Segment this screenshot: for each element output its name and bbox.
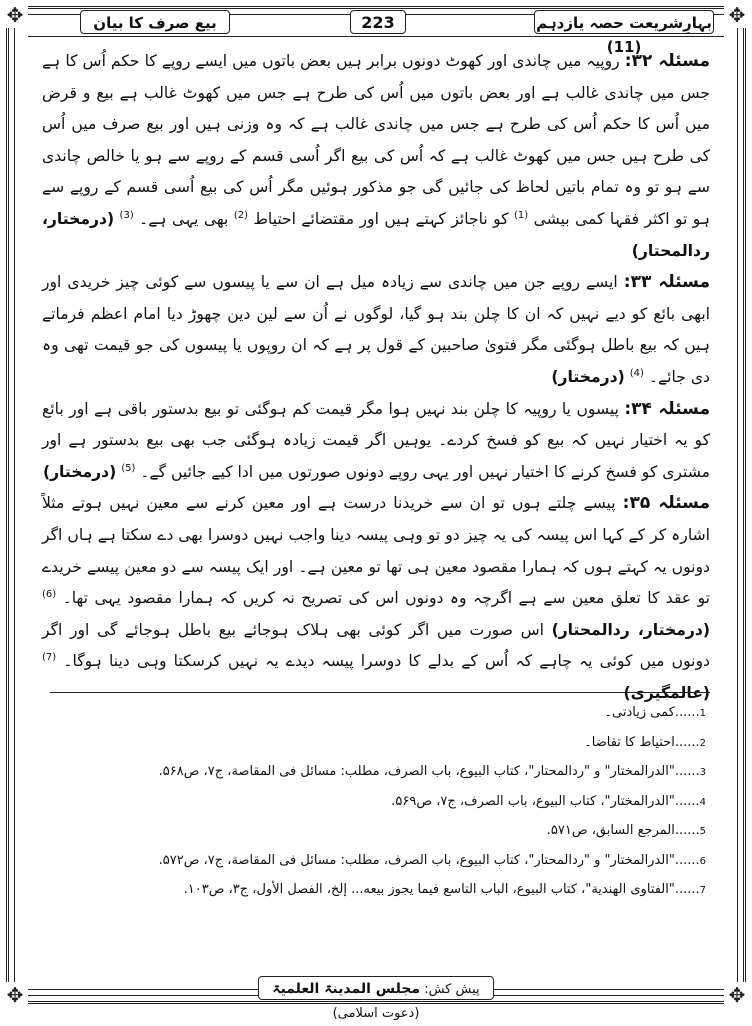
corner-ornament-icon: ✥ (724, 2, 750, 28)
reference: (درمختار، ردالمحتار) (551, 620, 710, 639)
paragraph-text: روپیہ میں چاندی اور کھوٹ دونوں برابر ہیں بعض باتوں میں ایسے روپے کا حکم اُس کا ہے جس میں چاندی غالب ہے اور بعض باتوں میں اُس کی طرح ہے جس میں کھوٹ غالب ہے بیع و قرض میں اُس کا حکم اُس کی طرح ہے جس میں چاندی غالب ہے کہ وہ وزنی ہیں اور بیع صرف میں اُس کی طرح ہیں جس میں کھوٹ غالب ہے کہ اُس کی بیع اگر اُسی قسم کے روپے سے ہو یا خالص چاندی سے ہو تو وہ تمام باتیں لحاظ کی جائیں گی جو مذکور ہوئیں مگر اُس کی بیع اُسی قسم کے روپے سے ہو تو اکثر فقہا کمی بیشی (42, 52, 710, 228)
paragraph-masla-35 (42, 488, 710, 709)
reference: (درمختار) (42, 462, 117, 481)
paragraph-text: پیسے چلتے ہوں تو ان سے خریدنا درست ہے اور معین کرنے سے معین نہیں ہوتے مثلاً اشارہ کر کے کہا اس پیسہ کی یہ چیز دو تو وہی پیسہ دینا واجب نہیں دوسرا بھی دے سکتا ہے ہاں اگر دونوں یہ کہتے ہوں کہ ہمارا مقصود معین ہی تھا تو معین ہے۔ اور ایک پیسہ سے دو معین پیسے خریدے تو عقد کا تعلق معین سے ہے اگرچہ وہ دونوں اس کی تصریح نہ کریں کہ ہمارا مقصود یہی تھا۔ (42, 494, 710, 608)
paragraph-masla-33 (42, 267, 710, 393)
paragraph-masla-32 (42, 46, 710, 267)
paragraph-text: ایسے روپے جن میں چاندی سے زیادہ میل ہے ان سے یا پیسوں سے کوئی چیز خریدی اور ابھی بائع کو دیے نہیں کہ ان کا چلن بند ہو گیا، لوگوں نے اُن سے لین دین چھوڑ دیا امام اعظم فرماتے ہیں کہ بیع باطل ہوگئی مگر فتویٰ صاحبین کے قول پر ہے کہ ان روپوں یا پیسوں کی جو قیمت تھی وہ دی جائے۔ (42, 273, 710, 386)
footnotes (60, 698, 706, 905)
footnote-divider (50, 692, 710, 693)
reference: (عالمگیری) (623, 683, 710, 702)
masla-label: مسئلہ ۳۵: (622, 493, 710, 514)
footnote-marker[interactable]: (2) (233, 209, 249, 221)
page-number: 223 (350, 10, 406, 34)
paragraph-text: بھی یہی ہے۔ (139, 209, 229, 228)
paragraph-masla-34 (42, 394, 710, 489)
footnote-item: 7......"الفتاوی الهندیة"، کتاب البیوع، الباب التاسع فیما یجوز بیعه... إلخ، الفصل الأول، ج۳، ص۱۰۳. (183, 882, 706, 897)
footnote-item: 6......"الدرالمختار" و "ردالمحتار"، کتاب البیوع، باب الصرف، مطلب: مسائل فی المقاصة، ج۷، ص۵۷۲. (158, 852, 706, 868)
corner-ornament-icon: ✥ (2, 982, 28, 1008)
footnote-marker[interactable]: (6) (42, 588, 57, 600)
corner-ornament-icon: ✥ (724, 982, 750, 1008)
masla-label: مسئلہ ۳۳: (623, 272, 710, 293)
reference: (درمختار، ردالمحتار) (42, 209, 710, 260)
footnote-marker[interactable]: (4) (629, 367, 644, 379)
book-title: بہارِشریعت حصہ یازدہم (11) (534, 10, 714, 34)
page-footer (0, 976, 752, 1021)
paragraph-text: کو ناجائز کہتے ہیں اور مقتضائے احتیاط (253, 209, 509, 228)
footnote-item: 3......"الدرالمختار" و "ردالمحتار"، کتاب البیوع، باب الصرف، مطلب: مسائل فی المقاصة، ج۷، ص۵۶۸. (158, 764, 706, 779)
footnote-item: 4......"الدرالمختار"، کتاب البیوع، باب الصرف، ج۷، ص۵۶۹. (391, 793, 706, 809)
corner-ornament-icon: ✥ (2, 2, 28, 28)
reference: (درمختار) (551, 367, 625, 386)
chapter-title: بیع صرف کا بیان (80, 10, 230, 34)
footnote-item: 5......المرجع السابق، ص۵۷۱. (546, 823, 706, 838)
main-text (42, 46, 710, 702)
publisher-box (258, 976, 494, 1021)
presenter-label: پیش کش: (424, 982, 480, 997)
publisher-sub: (دعوت اسلامی) (332, 1006, 420, 1021)
footnote-marker[interactable]: (1) (514, 209, 529, 221)
paragraph-text: اس صورت میں اگر کوئی بھی ہلاک ہوجائے بیع باطل ہوجائے گی اور اگر دونوں میں کوئی یہ چاہے کہ اُس کے بدلے کا دوسرا پیسہ دیدے یہ نہیں کرسکتا وہی دینا ہوگا۔ (42, 620, 710, 671)
footnote-marker[interactable]: (7) (42, 652, 57, 664)
footnote-marker[interactable]: (3) (119, 209, 134, 221)
footnote-item: 1......کمی زیادتی۔ (604, 705, 706, 720)
paragraph-text: پیسوں یا روپیہ کا چلن بند نہیں ہوا مگر قیمت کم ہوگئی تو بیع بدستور باقی ہے اور بائع کو یہ اختیار نہیں کہ بیع کو فسخ کردے۔ یوہیں اگر قیمت زیادہ ہوگئی جب بھی بیع بدستور ہے اور مشتری کو فسخ کرنے کا اختیار نہیں اور یہی روپے دونوں صورتوں میں ادا کیے جائیں گے۔ (42, 399, 710, 481)
masla-label: مسئلہ ۳۲: (624, 51, 710, 71)
header-divider (28, 36, 724, 37)
footnote-item: 2......احتیاط کا تقاضا۔ (584, 734, 706, 750)
footnote-marker[interactable]: (5) (121, 462, 136, 474)
publisher-name: مجلس المدینۃ العلمیۃ (272, 981, 421, 997)
page-header (28, 8, 724, 56)
masla-label: مسئلہ ۳۴: (624, 398, 710, 419)
